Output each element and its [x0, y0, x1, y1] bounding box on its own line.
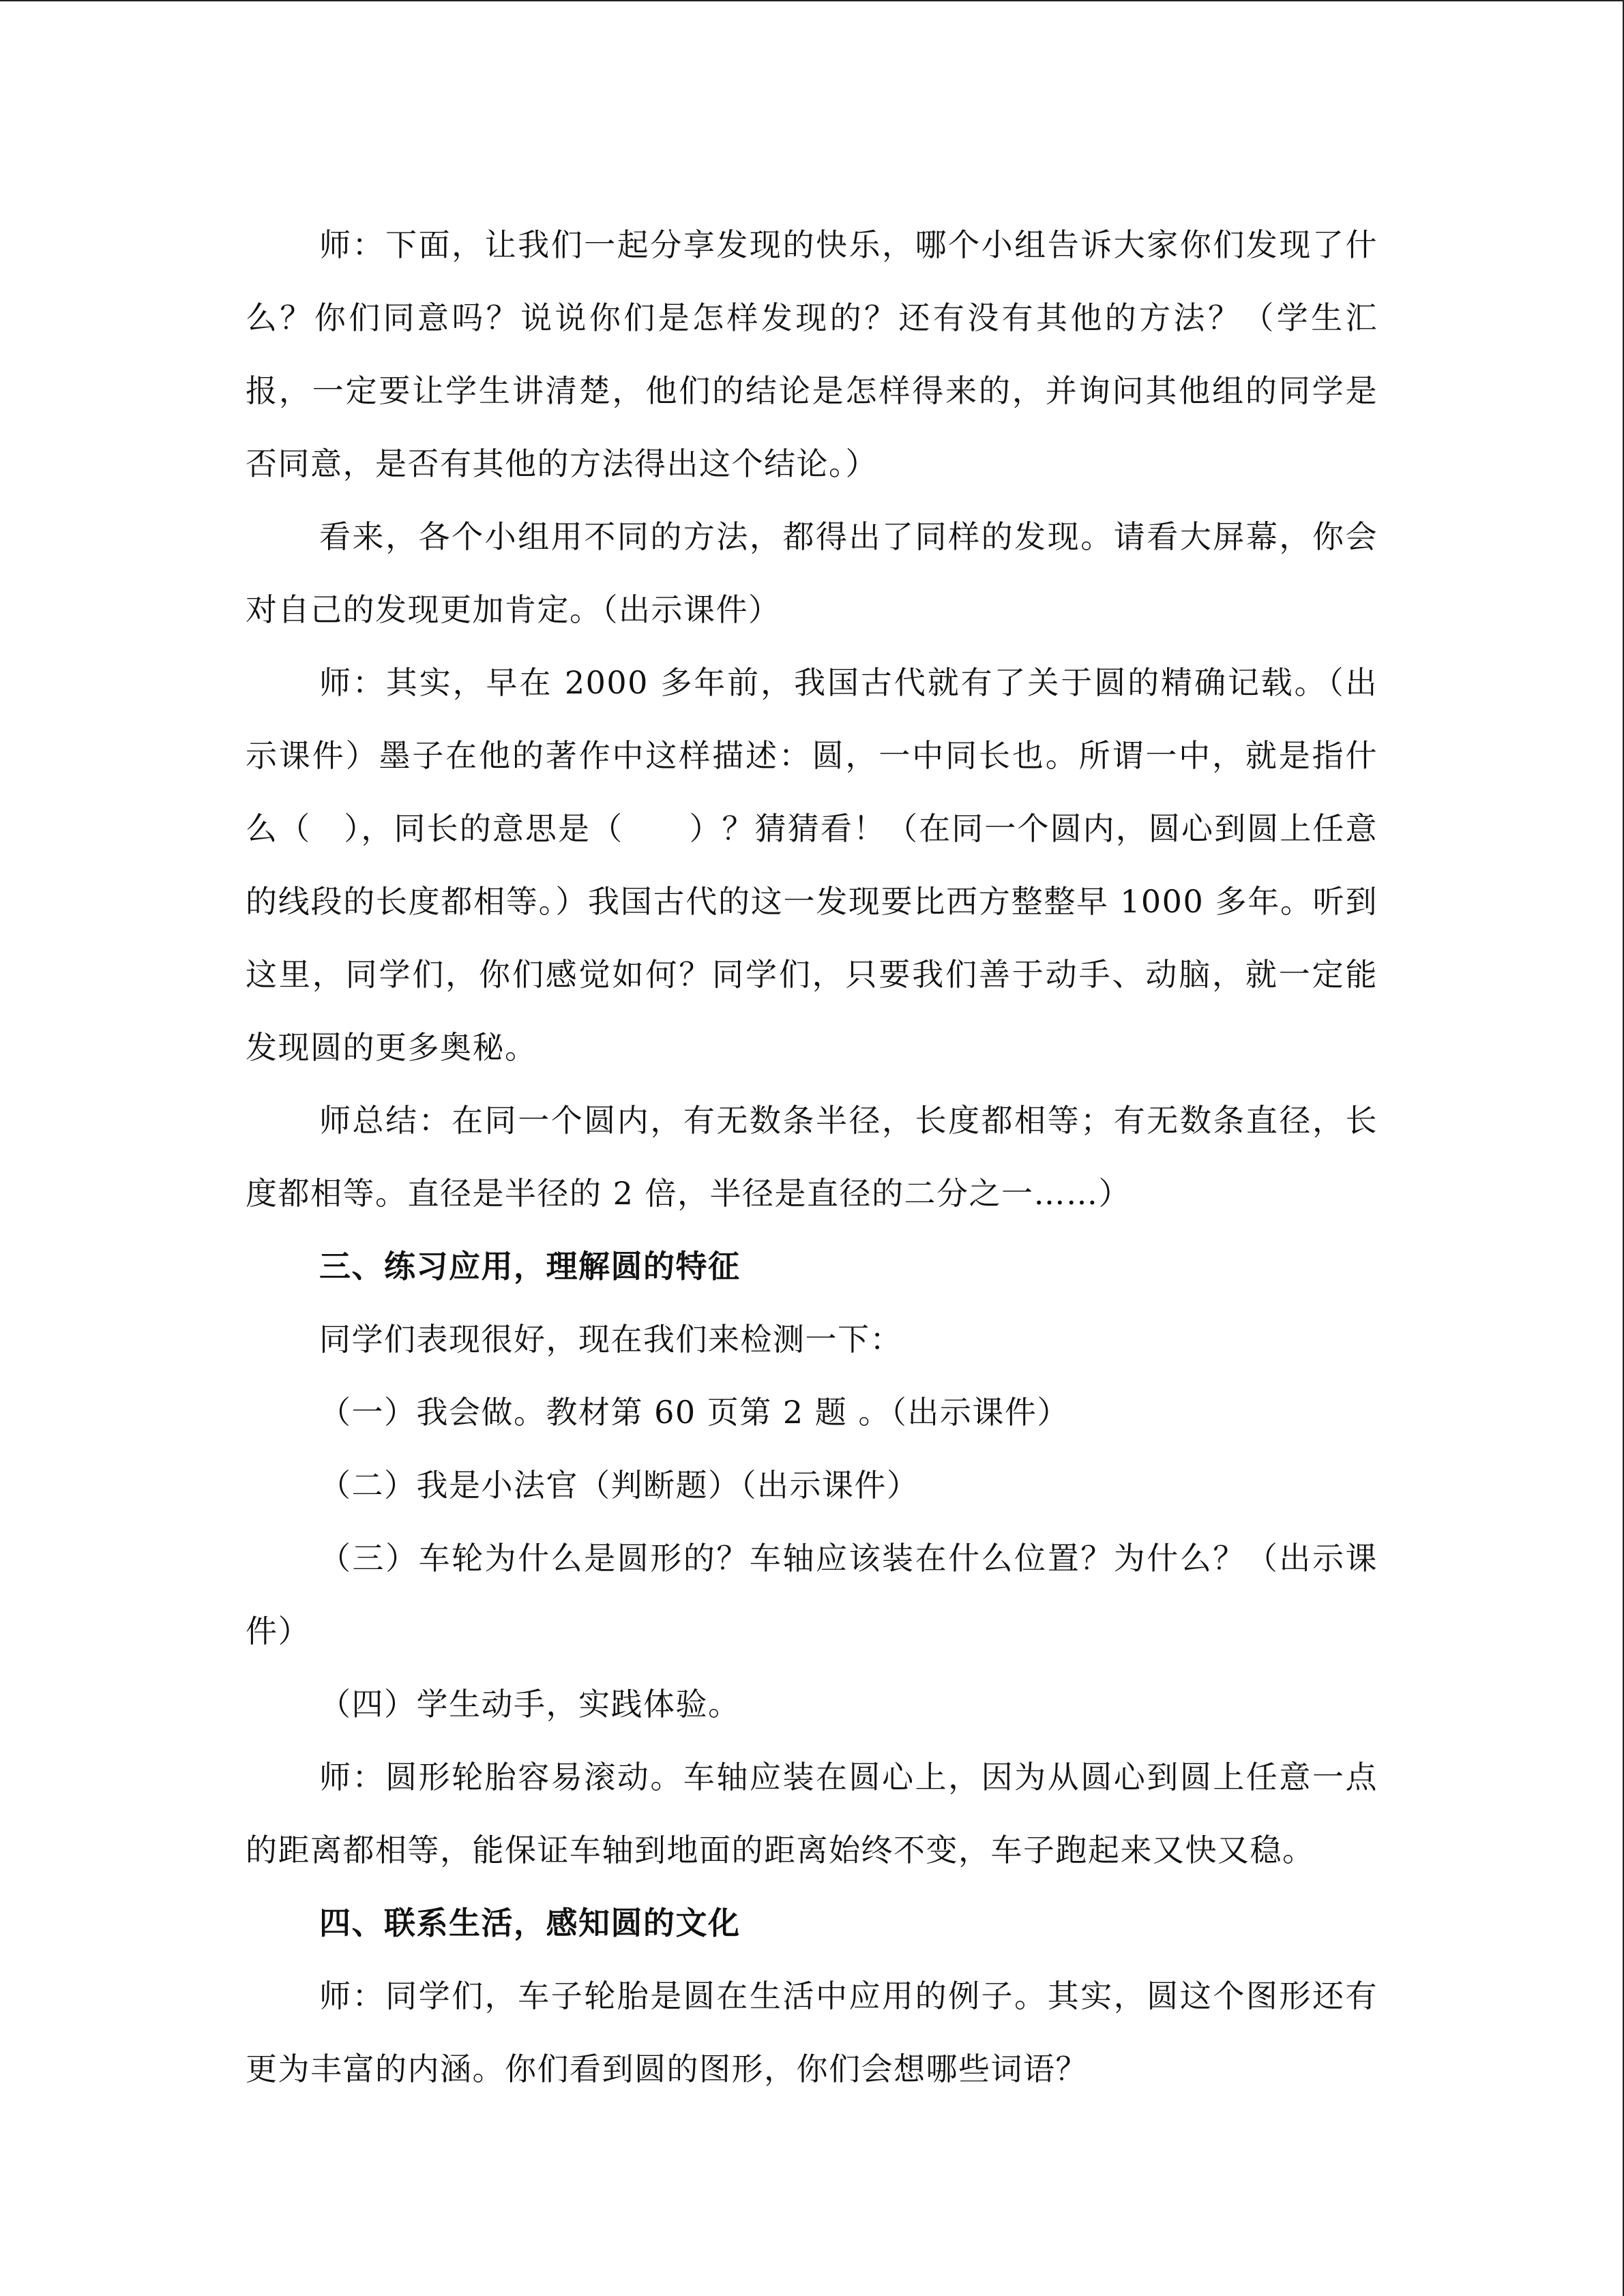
paragraph-mozi-record: 师：其实，早在 2000 多年前，我国古代就有了关于圆的精确记载。（出示课件）墨子在他的著作中这样描述：圆，一中同长也。所谓一中，就是指什么（ ），同长的意思是（ ）？猜猜看！（在同一个圆内，圆心到圆上任意的线段的长度都相等。）我国古代的这一发现要比西方整整早 1000 多年。听到这里，同学们，你们感觉如何？同学们，只要我们善于动手、动脑，就一定能发现圆的更多奥秘。	[246, 664, 1378, 1066]
section-heading-culture: 四、联系生活，感知圆的文化	[319, 1905, 741, 1941]
paragraph-share-discovery: 师：下面，让我们一起分享发现的快乐，哪个小组告诉大家你们发现了什么？你们同意吗？说说你们是怎样发现的？还有没有其他的方法？（学生汇报，一定要让学生讲清楚，他们的结论是怎样得来的，并询问其他组的同学是否同意，是否有其他的方法得出这个结论。）	[246, 226, 1378, 482]
paragraph-teacher-summary: 师总结：在同一个圆内，有无数条半径，长度都相等；有无数条直径，长度都相等。直径是半径的 2 倍，半径是直径的二分之一……）	[246, 1102, 1378, 1212]
paragraph-wheel-explanation: 师：圆形轮胎容易滚动。车轴应装在圆心上，因为从圆心到圆上任意一点的距离都相等，能保证车轴到地面的距离始终不变，车子跑起来又快又稳。	[246, 1759, 1378, 1868]
document-body	[246, 209, 1378, 2106]
paragraph-circle-culture: 师：同学们，车子轮胎是圆在生活中应用的例子。其实，圆这个图形还有更为丰富的内涵。你们看到圆的图形，你们会想哪些词语？	[246, 1978, 1378, 2087]
exercise-item-3: （三）车轮为什么是圆形的？车轴应该装在什么位置？为什么？（出示课件）	[246, 1540, 1378, 1650]
exercise-item-1: （一）我会做。教材第 60 页第 2 题 。（出示课件）	[319, 1394, 1069, 1431]
exercise-item-2: （二）我是小法官（判断题）（出示课件）	[319, 1467, 919, 1504]
paragraph-big-screen: 看来，各个小组用不同的方法，都得出了同样的发现。请看大屏幕，你会对自己的发现更加肯定。（出示课件）	[246, 518, 1378, 628]
paragraph-test-intro: 同学们表现很好，现在我们来检测一下：	[319, 1321, 902, 1358]
exercise-item-4: （四）学生动手，实践体验。	[319, 1686, 741, 1723]
section-heading-practice: 三、练习应用，理解圆的特征	[319, 1248, 741, 1285]
